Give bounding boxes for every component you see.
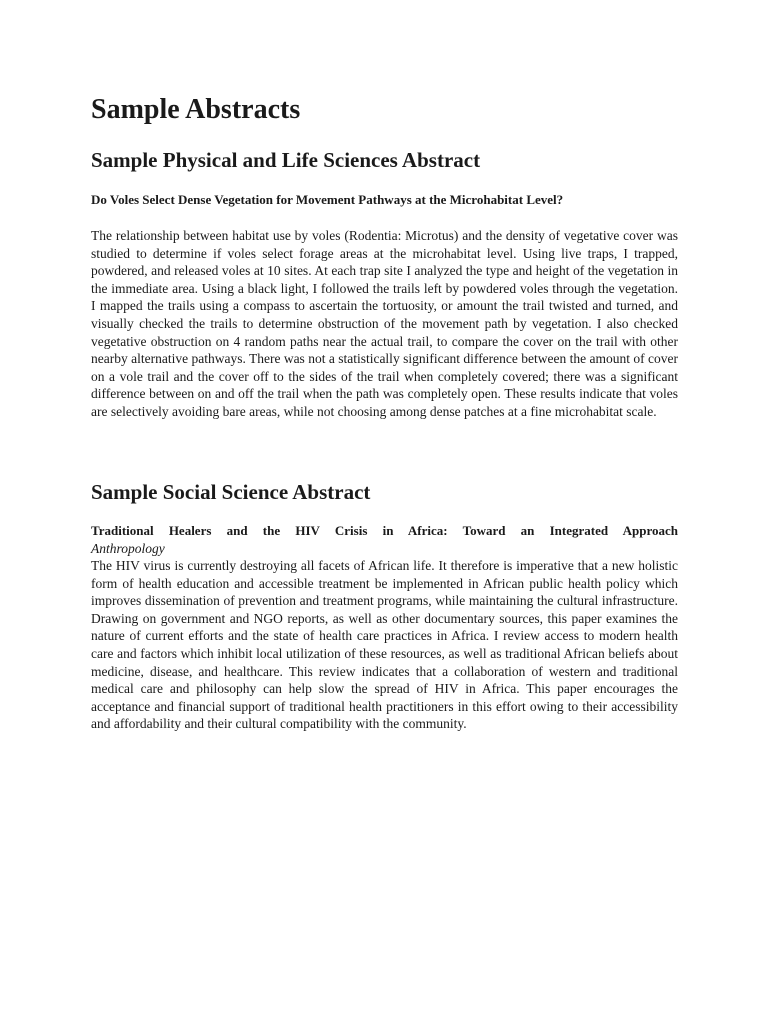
abstract-text-hiv-healers: The HIV virus is currently destroying all facets of African life. It therefore is imperative that a new holistic form of health education and accessible treatment be implemented in African public health policy which improves dissemination of prevention and treatment programs, while maintaining the cultural infrastructure. Drawing on government and NGO reports, as well as other documentary sources, this paper examines the nature of current efforts and the state of health care practices in Africa. I review access to modern health care and factors which inhibit local utilization of these resources, as well as traditional African beliefs about medicine, disease, and healthcare. This review indicates that a collaboration of western and traditional medical care and philosophy can help slow the spread of HIV in Africa. This paper encourages the acceptance and financial support of traditional health practitioners in this effort owing to their accessibility and affordability and their cultural compatibility with the community. bbox=[91, 558, 678, 732]
section-heading-physical-life-sciences: Sample Physical and Life Sciences Abstract bbox=[91, 148, 481, 172]
section-heading-social-science: Sample Social Science Abstract bbox=[91, 480, 371, 504]
paper-title-hiv-healers: Traditional Healers and the HIV Crisis in Africa: Toward an Integrated Approach bbox=[91, 523, 678, 538]
document-title: Sample Abstracts bbox=[91, 94, 301, 125]
paper-title-voles: Do Voles Select Dense Vegetation for Movement Pathways at the Microhabitat Level? bbox=[91, 192, 564, 207]
abstract-text-voles: The relationship between habitat use by voles (Rodentia: Microtus) and the density of vegetative cover was studied to determine if voles select forage areas at the microhabitat level. Using live traps, I trapped, powdered, and released voles at 10 sites. At each trap site I analyzed the type and height of the vegetation in the immediate area. Using a black light, I followed the trails left by powdered voles through the vegetation. I mapped the trails using a compass to ascertain the tortuosity, or amount the trail twisted and turned, and visually checked the trails to determine obstruction of the movement path by vegetation. I also checked vegetative obstruction on 4 random paths near the actual trail, to compare the cover on the trail with other nearby alternative pathways. There was not a statistically significant difference between the amount of cover on a vole trail and the cover off to the sides of the trail when completely covered; there was a significant difference between on and off the trail when the path was completely open. These results indicate that voles are selectively avoiding bare areas, while not choosing among dense patches at a fine microhabitat scale. bbox=[91, 228, 678, 419]
discipline-label: Anthropology bbox=[91, 541, 165, 556]
